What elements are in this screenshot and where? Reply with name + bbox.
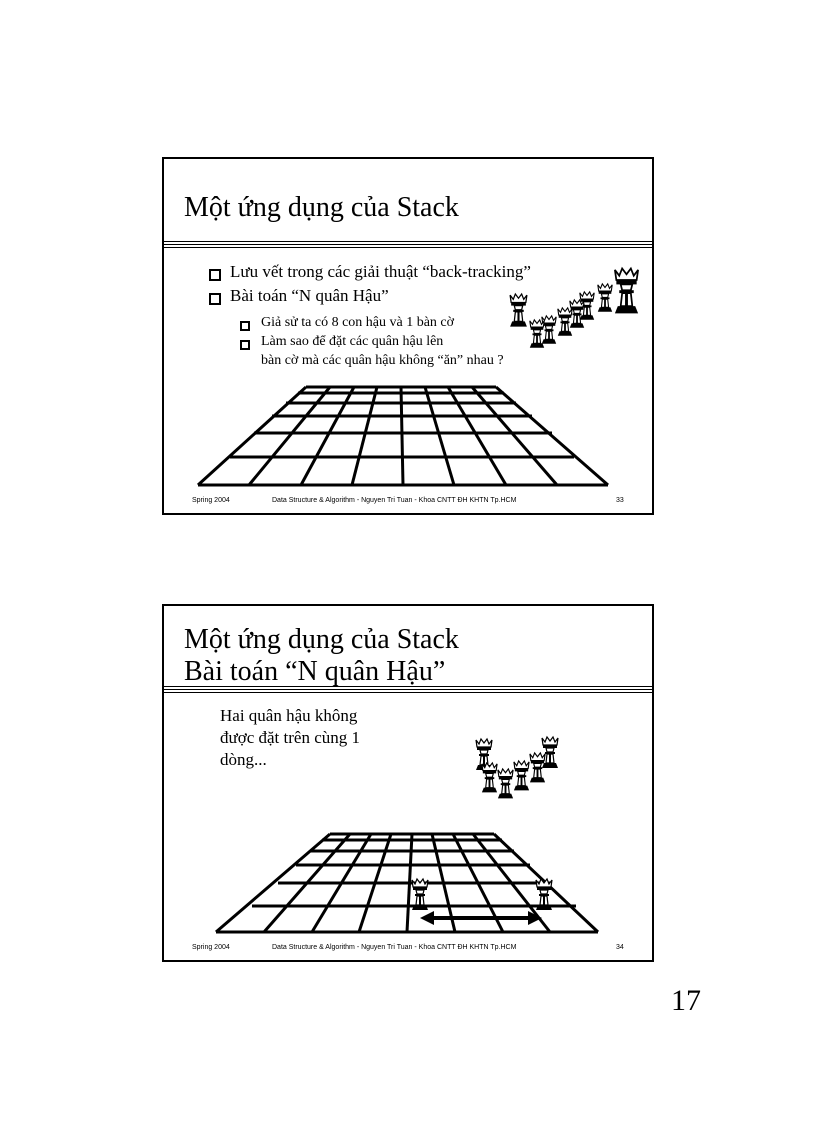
slide-title-line1: Một ứng dụng của Stack [184, 624, 459, 655]
slide-title: Một ứng dụng của Stack [184, 192, 459, 223]
queens-group-image [472, 734, 572, 814]
footer-center: Data Structure & Algorithm - Nguyen Tri Tuan - Khoa CNTT ĐH KHTN Tp.HCM [272, 497, 517, 504]
queens-group-image [502, 263, 652, 363]
chessboard-image [212, 832, 602, 936]
slide-34 [162, 604, 654, 962]
bullet-item: Bài toán “N quân Hậu” [230, 286, 389, 305]
double-arrow-icon [420, 911, 542, 925]
footer-left: Spring 2004 [192, 497, 230, 504]
sub-bullet-item: Giả sử ta có 8 con hậu và 1 bàn cờ [261, 315, 455, 330]
sub-bullet-item: Làm sao để đặt các quân hậu lên [261, 334, 444, 349]
checkbox-bullet-icon [209, 293, 221, 305]
checkbox-bullet-icon [240, 321, 250, 331]
sub-bullet-continuation: bàn cờ mà các quân hậu không “ăn” nhau ? [261, 353, 504, 368]
chessboard-image [194, 385, 614, 489]
title-divider [164, 241, 652, 249]
title-divider [164, 686, 652, 694]
checkbox-bullet-icon [209, 269, 221, 281]
footer-slide-number: 34 [616, 944, 624, 951]
page-number: 17 [671, 984, 701, 1017]
caption-line: Hai quân hậu không [220, 706, 358, 725]
slide-33 [162, 157, 654, 515]
caption-line: dòng... [220, 750, 267, 769]
footer-slide-number: 33 [616, 497, 624, 504]
checkbox-bullet-icon [240, 340, 250, 350]
slide-title-line2: Bài toán “N quân Hậu” [184, 656, 446, 687]
caption-line: được đặt trên cùng 1 [220, 728, 360, 747]
footer-center: Data Structure & Algorithm - Nguyen Tri Tuan - Khoa CNTT ĐH KHTN Tp.HCM [272, 944, 517, 951]
footer-left: Spring 2004 [192, 944, 230, 951]
bullet-item: Lưu vết trong các giải thuật “back-tracking” [230, 262, 531, 281]
